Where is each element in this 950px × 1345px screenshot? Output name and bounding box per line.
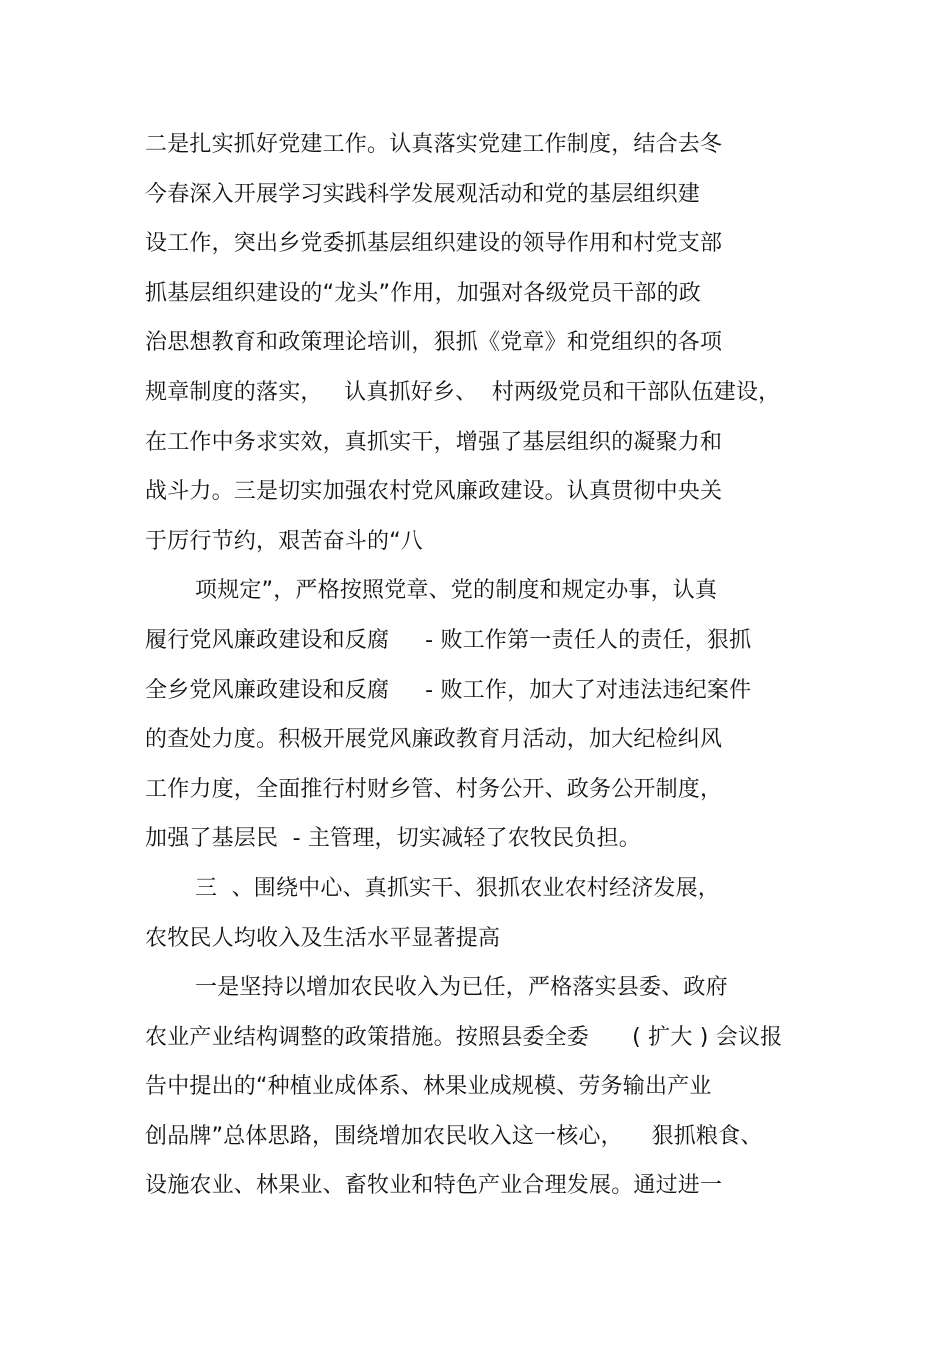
text-line: 抓基层组织建设的“龙头”作用，加强对各级党员干部的政 bbox=[145, 280, 701, 306]
text-line: 在工作中务求实效，真抓实干，增强了基层组织的凝聚力和 bbox=[145, 429, 723, 455]
text-line: 于厉行节约，艰苦奋斗的“八 bbox=[145, 528, 423, 554]
text-line: 创品牌”总体思路，围绕增加农民收入这一核心， 狠抓粮食、 bbox=[145, 1123, 763, 1149]
document-body bbox=[145, 120, 825, 1211]
text-line: 的查处力度。积极开展党风廉政教育月活动，加大纪检纠风 bbox=[145, 727, 723, 753]
text-line: 一是坚持以增加农民收入为已任，严格落实县委、政府 bbox=[195, 975, 728, 1001]
text-line: 项规定”，严格按照党章、党的制度和规定办事，认真 bbox=[195, 578, 718, 604]
text-line: 全乡党风廉政建设和反腐 - 败工作，加大了对违法违纪案件 bbox=[145, 677, 752, 703]
text-line: 规章制度的落实， 认真抓好乡、 村两级党员和干部队伍建设， bbox=[145, 379, 781, 405]
text-line: 履行党风廉政建设和反腐 - 败工作第一责任人的责任，狠抓 bbox=[145, 627, 752, 653]
text-line: 治思想教育和政策理论培训，狠抓《党章》和党组织的各项 bbox=[145, 330, 723, 356]
text-line: 工作力度，全面推行村财乡管、村务公开、政务公开制度， bbox=[145, 776, 723, 802]
text-line: 加强了基层民 - 主管理，切实减轻了农牧民负担。 bbox=[145, 826, 641, 852]
text-line: 农牧民人均收入及生活水平显著提高 bbox=[145, 925, 501, 951]
text-line: 农业产业结构调整的政策措施。按照县委全委 ( 扩大 ) 会议报 bbox=[145, 1024, 783, 1050]
text-line: 设施农业、林果业、畜牧业和特色产业合理发展。通过进一 bbox=[145, 1173, 723, 1199]
text-line: 告中提出的“种植业成体系、林果业成规模、劳务输出产业 bbox=[145, 1074, 712, 1100]
text-line: 战斗力。三是切实加强农村党风廉政建设。认真贯彻中央关 bbox=[145, 479, 723, 505]
text-line: 三 、围绕中心、真抓实干、狠抓农业农村经济发展， bbox=[195, 875, 720, 901]
text-line: 今春深入开展学习实践科学发展观活动和党的基层组织建 bbox=[145, 181, 701, 207]
text-line: 二是扎实抓好党建工作。认真落实党建工作制度，结合去冬 bbox=[145, 132, 723, 157]
text-line: 设工作，突出乡党委抓基层组织建设的领导作用和村党支部 bbox=[145, 231, 723, 257]
